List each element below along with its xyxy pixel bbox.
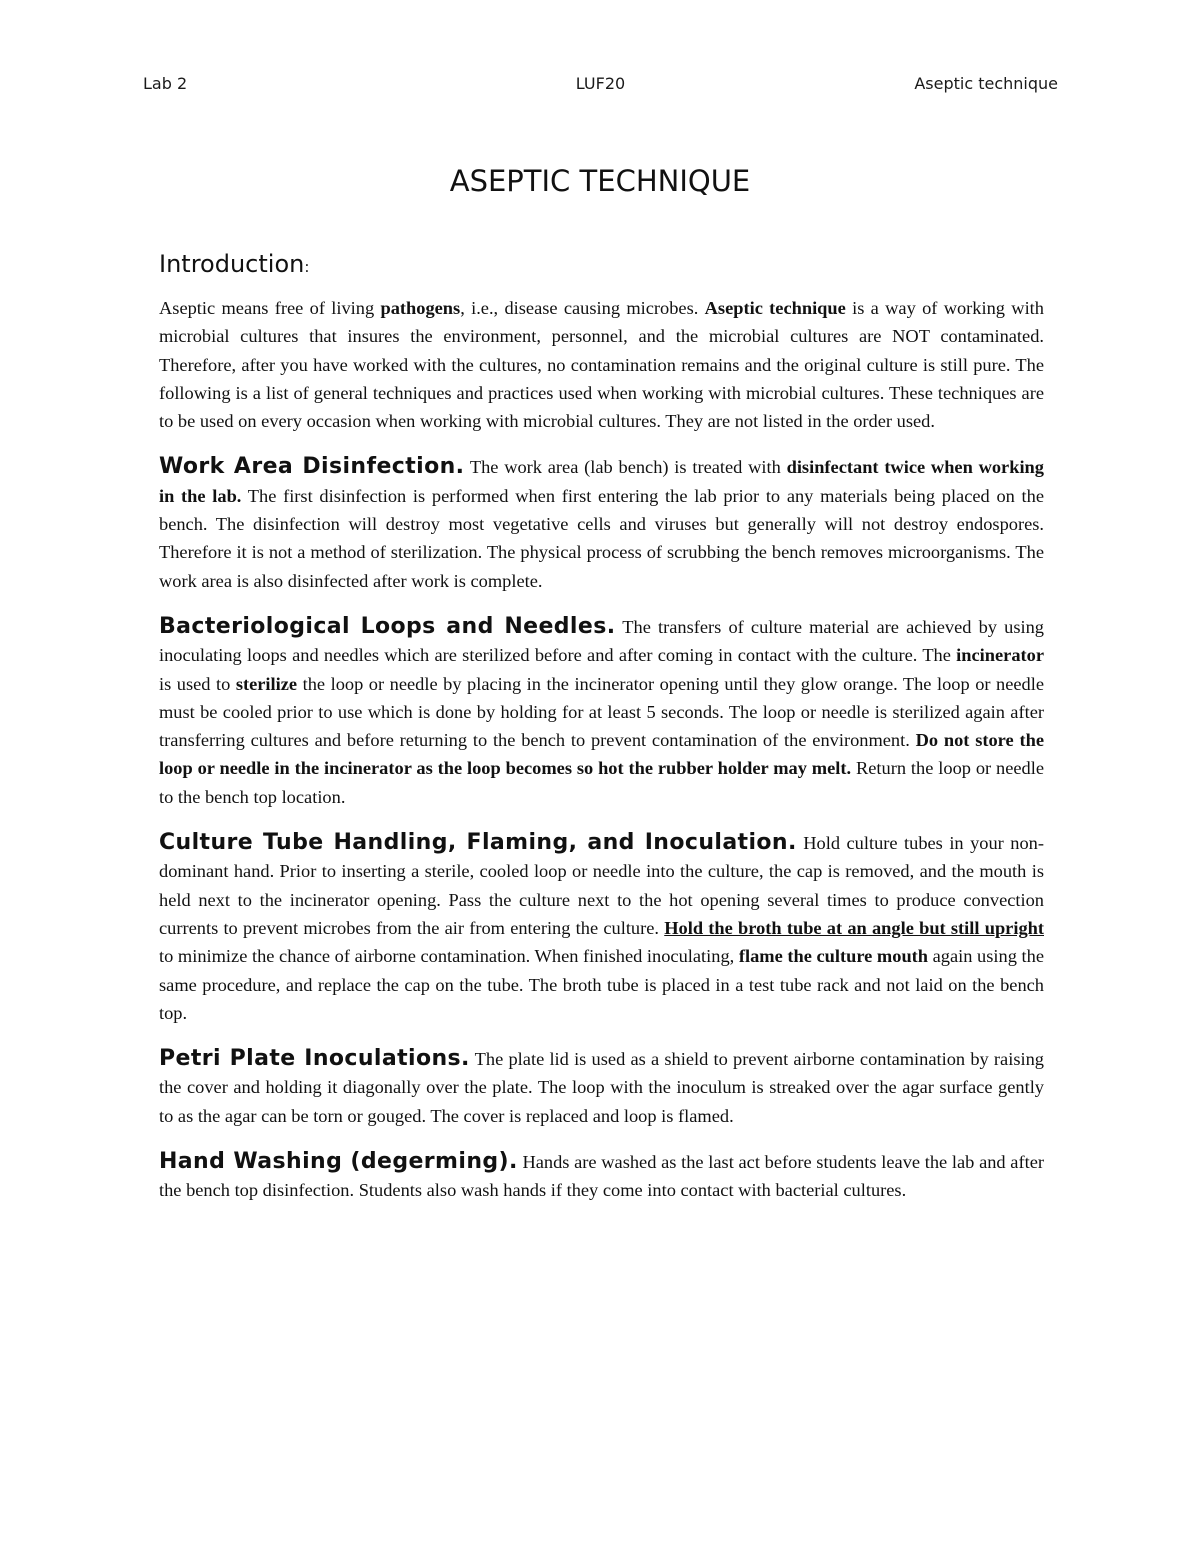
intro-bold-pathogens: pathogens: [380, 298, 461, 318]
loops-heading: Bacteriological Loops and Needles.: [159, 613, 616, 639]
document-title: ASEPTIC TECHNIQUE: [449, 164, 751, 198]
petri-text-1: The plate lid is used as a shield to prevent airborne contamination by raising the cover and holding it diagonally over the plate. The loop with the inoculum is streaked over the agar surface gently to as the agar can be torn or gouged. The cover is replaced and loop is flamed.: [159, 1049, 1044, 1126]
loops-bold-warning: Do not store the loop or needle in the incinerator as the loop becomes so hot the rubber holder may melt.: [159, 730, 1044, 779]
culture-tube-section: [159, 829, 1044, 1027]
document-body: [159, 248, 1044, 1223]
culture-tube-underlined-instruction: Hold the broth tube at an angle but still upright: [664, 917, 1044, 938]
introduction-heading-text: Introduction: [159, 250, 305, 278]
work-area-section: [159, 453, 1044, 594]
introduction-heading-colon: :: [304, 258, 310, 276]
header-course-code: LUF20: [575, 74, 626, 93]
culture-tube-bold-flame: flame the culture mouth: [738, 946, 929, 967]
intro-bold-aseptic-technique: Aseptic technique: [704, 298, 846, 318]
hand-washing-text-1: Hands are washed as the last act before students leave the lab and after the bench top disinfection. Students also wash hands if they come into contact with bacterial cultures.: [159, 1152, 1044, 1201]
intro-text-3: is a way of working with microbial cultures that insures the environment, personnel, and the microbial cultures are NOT contaminated. Therefore, after you have worked with the cultures, no contamination remains and the original culture is still pure. The following is a list of general techniques and practices used when working with microbial cultures. These techniques are to be used on every occasion when working with microbial cultures. They are not listed in the order used.: [159, 298, 1044, 432]
work-area-heading: Work Area Disinfection.: [159, 454, 465, 480]
culture-tube-text-3: again using the same procedure, and replace the cap on the tube. The broth tube is placed in a test tube rack and not laid on the bench top.: [159, 946, 1044, 1023]
loops-text-2: is used to: [159, 673, 236, 694]
loops-bold-sterilize: sterilize: [235, 673, 298, 694]
culture-tube-text-1: Hold culture tubes in your non-dominant hand. Prior to inserting a sterile, cooled loop or needle into the culture, the cap is removed, and the mouth is held next to the incinerator opening. Pass the culture next to the hot opening several times to produce convection currents to prevent microbes from the air from entering the culture.: [159, 833, 1044, 938]
header-lab-number: Lab 2: [143, 74, 188, 93]
hand-washing-section: [159, 1148, 1044, 1205]
work-area-bold-disinfectant: disinfectant twice when working in the lab.: [159, 457, 1044, 506]
loops-text-1: The transfers of culture material are achieved by using inoculating loops and needles which are sterilized before and after coming in contact with the culture. The: [159, 616, 1044, 666]
work-area-text-1: The work area (lab bench) is treated with: [464, 457, 787, 478]
loops-text-3: the loop or needle by placing in the incinerator opening until they glow orange. The loop or needle must be cooled prior to use which is done by holding for at least 5 seconds. The loop or needle is sterilized again after transferring cultures and before returning to the bench to prevent contamination of the environment.: [159, 673, 1045, 751]
introduction-paragraph: [159, 294, 1044, 435]
intro-text-2: , i.e., disease causing microbes.: [460, 298, 705, 318]
introduction-heading: [159, 248, 1044, 283]
hand-washing-heading: Hand Washing (degerming).: [159, 1149, 518, 1175]
petri-heading: Petri Plate Inoculations.: [159, 1046, 470, 1072]
loops-section: [159, 613, 1044, 811]
page-header: [143, 74, 1058, 98]
loops-text-4: Return the loop or needle to the bench top location.: [159, 758, 1045, 807]
header-topic: Aseptic technique: [914, 74, 1058, 93]
intro-text-1: Aseptic means free of living: [159, 298, 381, 318]
petri-section: [159, 1045, 1044, 1130]
loops-bold-incinerator: incinerator: [956, 645, 1044, 666]
culture-tube-text-2: to minimize the chance of airborne contamination. When finished inoculating,: [159, 946, 739, 967]
culture-tube-heading: Culture Tube Handling, Flaming, and Inoculation.: [159, 830, 797, 856]
work-area-text-2: The first disinfection is performed when first entering the lab prior to any materials being placed on the bench. The disinfection will destroy most vegetative cells and viruses but generally will not destroy endospores. Therefore it is not a method of sterilization. The physical process of scrubbing the bench removes microorganisms. The work area is also disinfected after work is complete.: [159, 485, 1045, 591]
